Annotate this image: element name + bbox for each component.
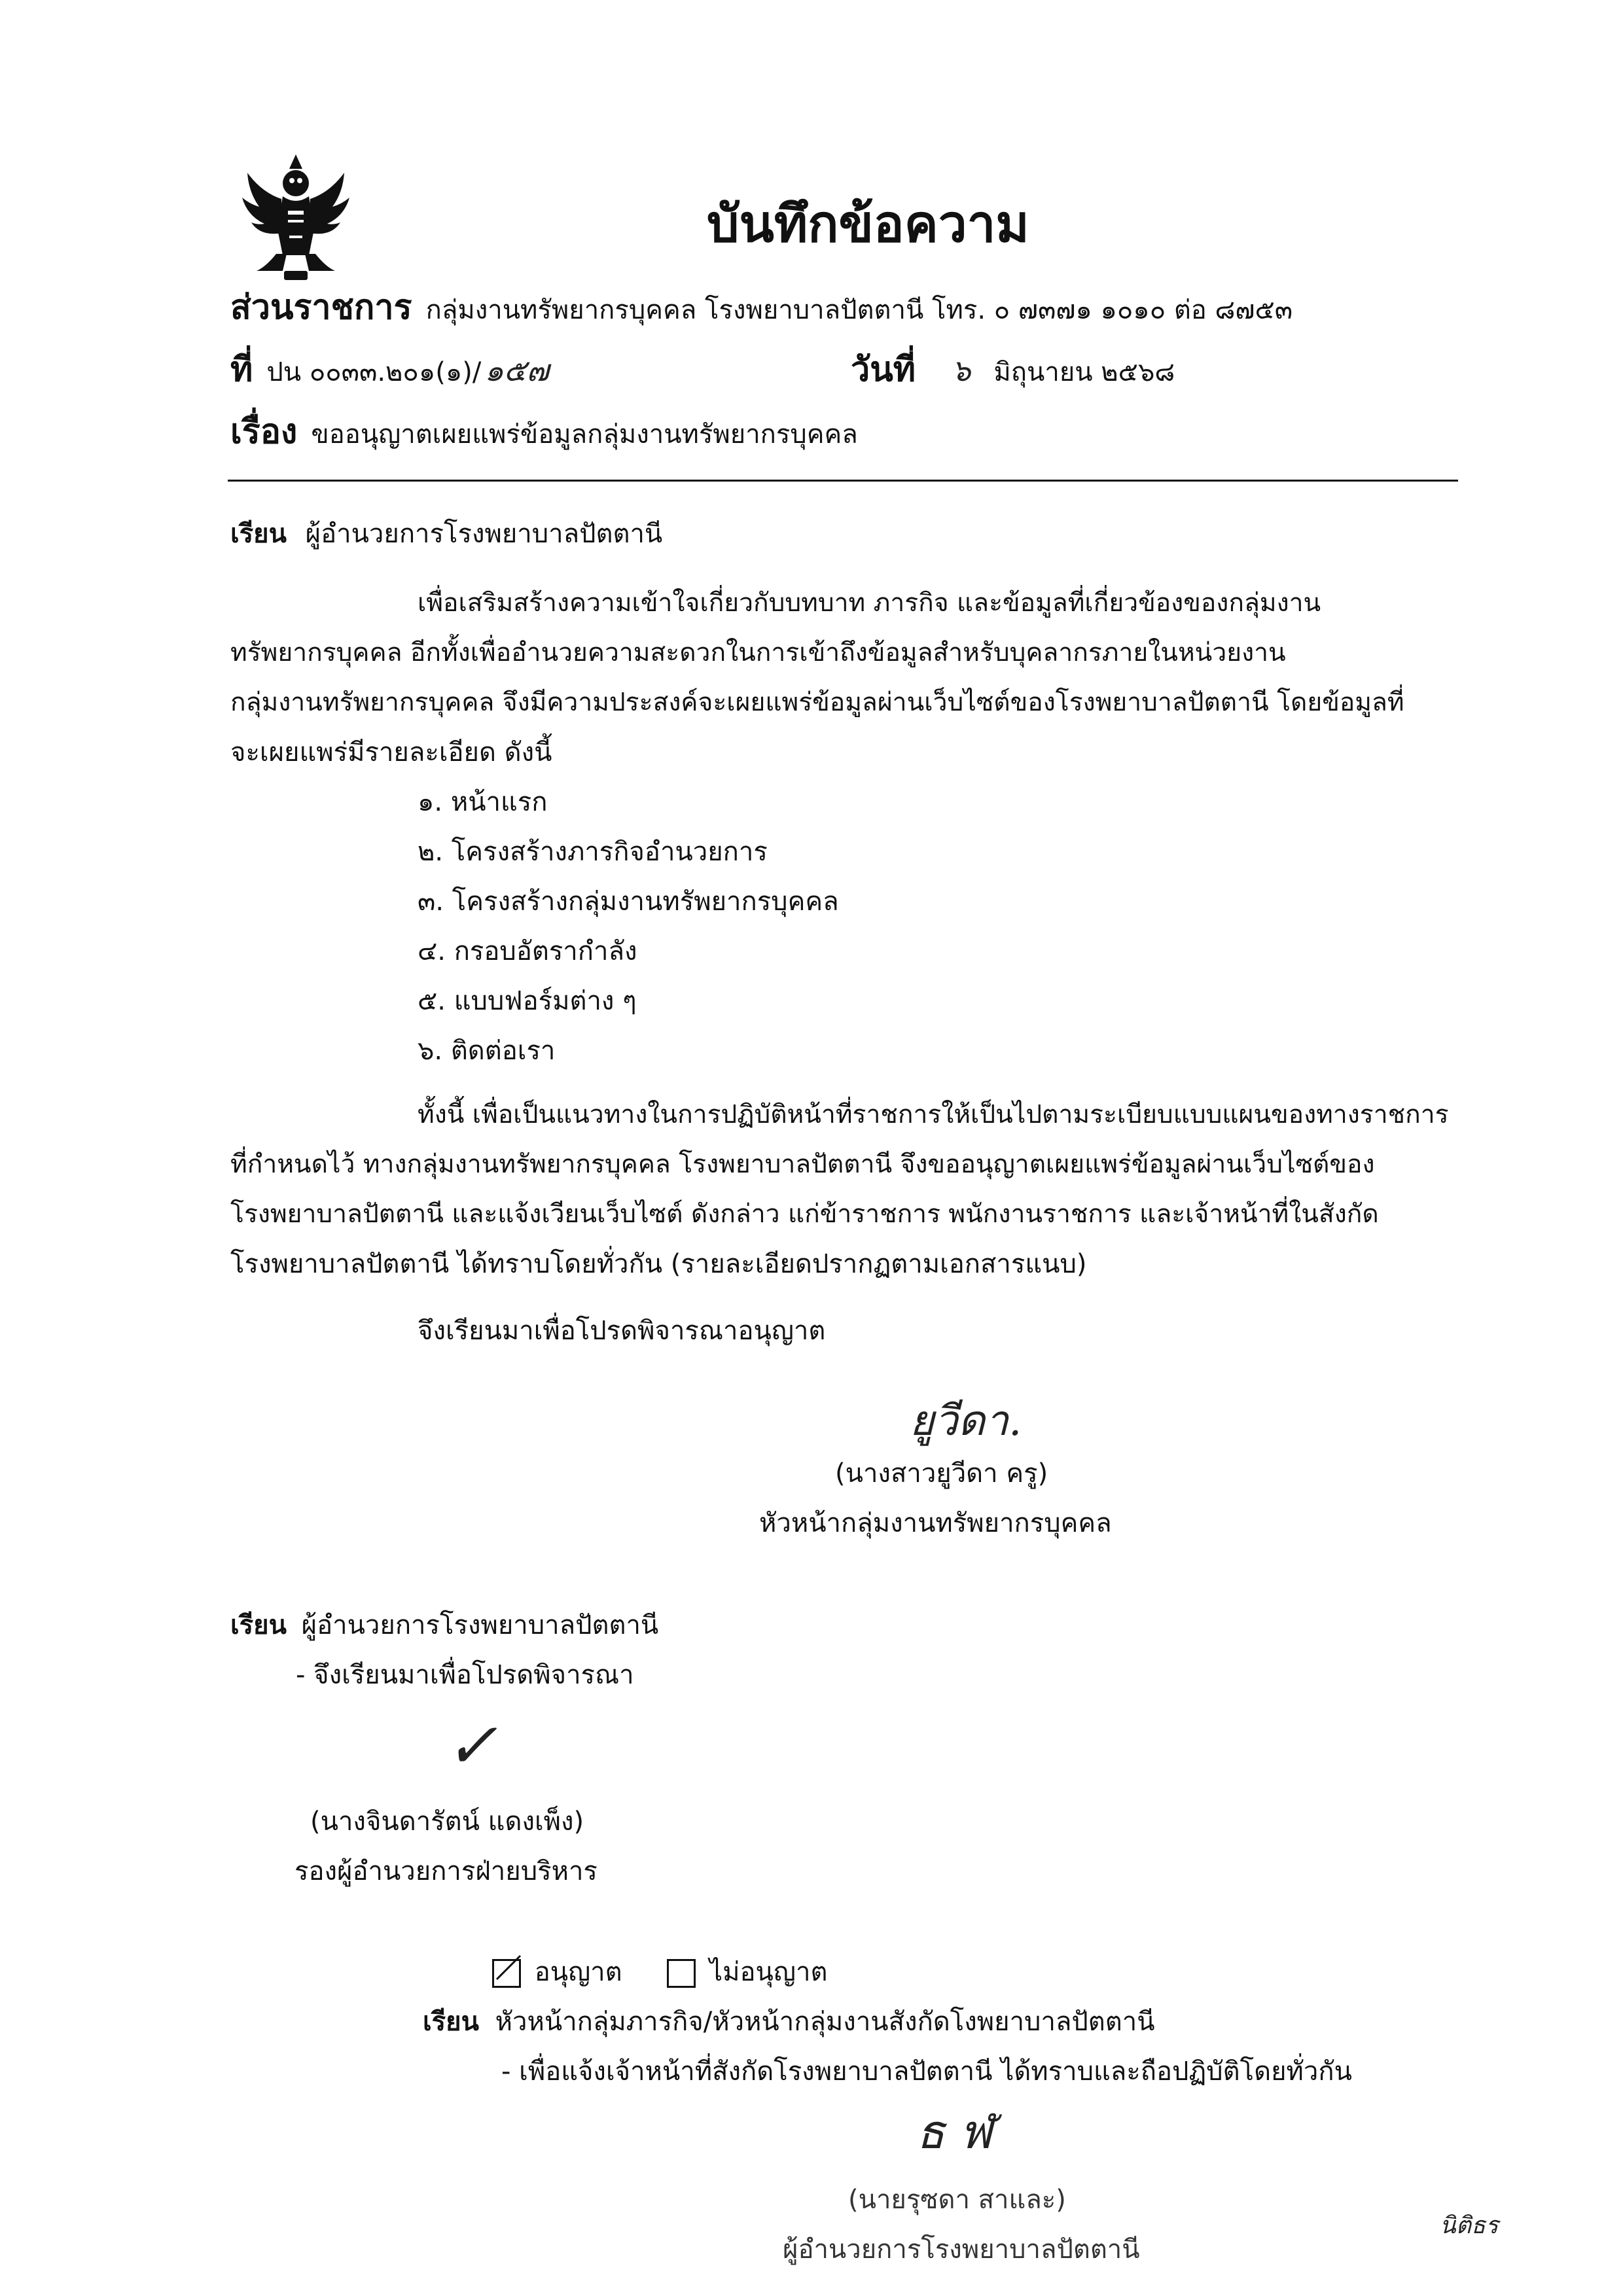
date-label: วันที่ — [851, 350, 916, 389]
checkmark-icon — [494, 1953, 523, 1986]
para2-line-4: โรงพยาบาลปัตตานี ได้ทราบโดยทั่วกัน (รายละเอียดปรากฏตามเอกสารแนบ) — [230, 1249, 1087, 1279]
salutation-value: ผู้อำนวยการโรงพยาบาลปัตตานี — [305, 519, 663, 549]
list-item: ๔. กรอบอัตรากำลัง — [418, 936, 637, 966]
approve-label: อนุญาต — [534, 1957, 622, 1987]
ref-value: ปน ๐๐๓๓.๒๐๑(๑)/ — [266, 357, 482, 387]
para2-line-3: โรงพยาบาลปัตตานี และแจ้งเวียนเว็บไซต์ ดังกล่าว แก่ข้าราชการ พนักงานราชการ และเจ้าหน้าที่ในสังกัด — [230, 1199, 1379, 1229]
reject-label: ไม่อนุญาต — [709, 1957, 828, 1987]
subject-value: ขออนุญาตเผยแพร่ข้อมูลกลุ่มงานทรัพยากรบุคคล — [311, 419, 858, 450]
signature-1: ยูวีดา. — [910, 1397, 1022, 1445]
para1-line-1: เพื่อเสริมสร้างความเข้าใจเกี่ยวกับบทบาท ภารกิจ และข้อมูลที่เกี่ยวข้องของกลุ่มงาน — [418, 588, 1321, 618]
date-line — [851, 350, 1175, 389]
list-item: ๕. แบบฟอร์มต่าง ๆ — [418, 986, 637, 1016]
endorse-label: เรียน — [230, 1610, 287, 1640]
signer1-name: (นางสาวยูวีดา ครู) — [835, 1458, 1048, 1489]
ref-handwritten-number: ๑๕๗ — [484, 353, 550, 388]
para2-line-2: ที่กำหนดไว้ ทางกลุ่มงานทรัพยากรบุคคล โรงพยาบาลปัตตานี จึงขออนุญาตเผยแพร่ข้อมูลผ่านเว็บไซต์ของ — [230, 1150, 1375, 1179]
salutation — [230, 518, 662, 550]
decision-note: - เพื่อแจ้งเจ้าหน้าที่สังกัดโรงพยาบาลปัตตานี ได้ทราบและถือปฏิบัติโดยทั่วกัน — [501, 2057, 1352, 2087]
para2-line-1: ทั้งนี้ เพื่อเป็นแนวทางในการปฏิบัติหน้าที่ราชการให้เป็นไปตามระเบียบแบบแผนของทางราชการ — [418, 1100, 1449, 1129]
signer3-position: ผู้อำนวยการโรงพยาบาลปัตตานี — [783, 2234, 1140, 2265]
ref-label: ที่ — [230, 350, 253, 389]
agency-line — [230, 288, 1293, 327]
reject-checkbox[interactable] — [667, 1959, 696, 1988]
approve-checkbox[interactable] — [492, 1959, 521, 1988]
decision-label: เรียน — [423, 2007, 479, 2037]
decision-to: หัวหน้ากลุ่มภารกิจ/หัวหน้ากลุ่มงานสังกัดโงพยาบาลปัตตานี — [495, 2007, 1155, 2037]
decision-recipient — [423, 2006, 1155, 2038]
date-day-handwritten: ๖ — [952, 353, 971, 388]
document-title: บันทึกข้อความ — [707, 195, 1029, 254]
signature-2: ✓ — [445, 1709, 498, 1782]
reference-line — [230, 350, 549, 389]
agency-value: กลุ่มงานทรัพยากรบุคคล โรงพยาบาลปัตตานี โทร. ๐ ๗๓๗๑ ๑๐๑๐ ต่อ ๘๗๕๓ — [425, 295, 1293, 325]
para1-line-4: จะเผยแพร่มีรายละเอียด ดังนี้ — [230, 737, 552, 768]
margin-note: นิติธร — [1440, 2212, 1499, 2239]
signer2-position: รองผู้อำนวยการฝ่ายบริหาร — [294, 1856, 597, 1886]
header-divider — [228, 480, 1458, 482]
endorse-note: - จึงเรียนมาเพื่อโปรดพิจารณา — [296, 1660, 634, 1690]
list-item: ๖. ติดต่อเรา — [418, 1036, 556, 1066]
list-item: ๒. โครงสร้างภารกิจอำนวยการ — [418, 837, 768, 867]
list-item: ๑. หน้าแรก — [418, 787, 548, 817]
subject-label: เรื่อง — [230, 412, 298, 451]
date-month-year: มิถุนายน ๒๕๖๘ — [993, 357, 1175, 387]
signer2-name: (นางจินดารัตน์ แดงเพ็ง) — [310, 1807, 584, 1837]
closing-line: จึงเรียนมาเพื่อโปรดพิจารณาอนุญาต — [418, 1316, 826, 1346]
decision-row — [492, 1956, 827, 1988]
signer3-name: (นายรุซดา สาและ) — [848, 2185, 1066, 2215]
subject-line — [230, 412, 858, 451]
endorse-line — [230, 1610, 658, 1641]
signature-3: ธ ฬ — [916, 2104, 993, 2159]
endorse-to: ผู้อำนวยการโรงพยาบาลปัตตานี — [301, 1610, 659, 1640]
signer1-position: หัวหน้ากลุ่มงานทรัพยากรบุคคล — [759, 1508, 1112, 1538]
para1-line-2: ทรัพยากรบุคคล อีกทั้งเพื่ออำนวยความสะดวกในการเข้าถึงข้อมูลสำหรับบุคลากรภายในหน่วยงาน — [230, 638, 1286, 667]
salutation-label: เรียน — [230, 519, 287, 549]
list-item: ๓. โครงสร้างกลุ่มงานทรัพยากรบุคคล — [418, 887, 839, 917]
agency-label: ส่วนราชการ — [230, 288, 412, 327]
para1-line-3: กลุ่มงานทรัพยากรบุคคล จึงมีความประสงค์จะเผยแพร่ข้อมูลผ่านเว็บไซต์ของโรงพยาบาลปัตตานี โดยข้อมูลที่ — [230, 688, 1404, 717]
garuda-emblem — [237, 149, 355, 287]
garuda-icon — [237, 149, 355, 287]
